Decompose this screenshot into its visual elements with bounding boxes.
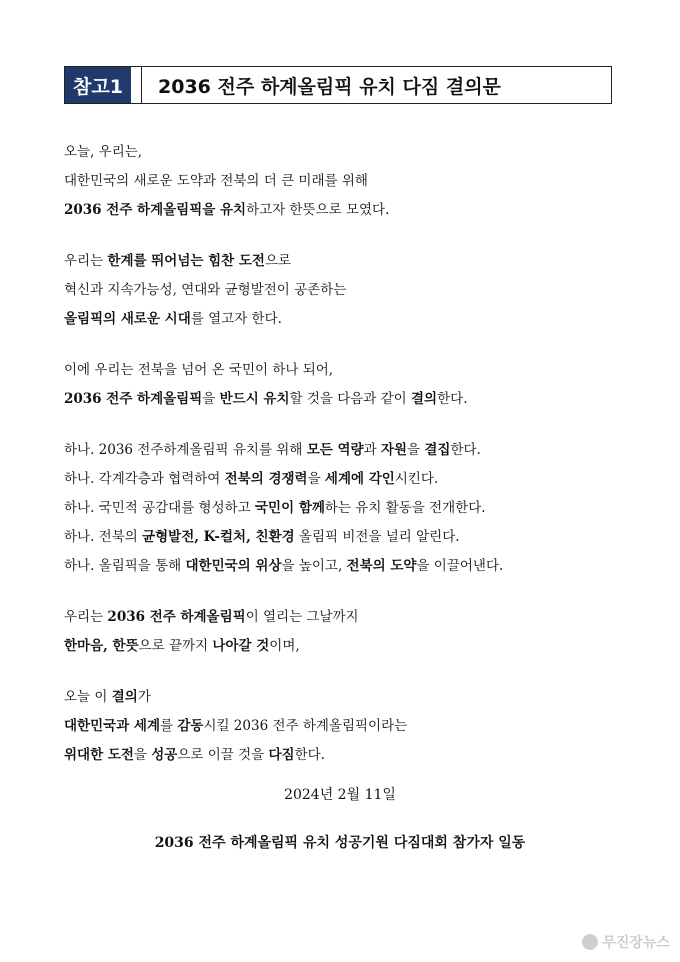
body-text: 이며, [269, 638, 300, 654]
body-text: 한다. [437, 391, 468, 407]
emphasis-text: 성공 [151, 747, 178, 763]
text-line [64, 167, 624, 196]
body-text: 대한민국의 새로운 도약과 전북의 더 큰 미래를 위해 [64, 173, 368, 189]
body-text: 을 [407, 442, 425, 458]
text-line [64, 356, 624, 385]
emphasis-text: 나아갈 것 [212, 638, 270, 654]
emphasis-text: 자원 [380, 442, 407, 458]
paragraph [64, 356, 624, 414]
body-text: 올림픽 비전을 널리 알린다. [294, 529, 460, 545]
emphasis-text: 결의 [411, 391, 438, 407]
text-line [64, 196, 624, 225]
text-line [64, 138, 624, 167]
watermark-logo [582, 932, 670, 952]
emphasis-text: 감동 [177, 718, 204, 734]
body-text: 을 이끌어낸다. [416, 558, 504, 574]
body-text: 할 것을 다음과 같이 [289, 391, 412, 407]
emphasis-text: 국민이 함께 [255, 500, 325, 516]
text-line [64, 436, 624, 465]
body-text: 하나. 2036 전주하계올림픽 유치를 위해 [64, 442, 307, 458]
body-text: 을 높이고, [281, 558, 347, 574]
document-date: 2024년 2월 11일 [284, 787, 396, 803]
text-line [64, 523, 624, 552]
body-text: 우리는 [64, 609, 108, 625]
body-text: 과 [363, 442, 381, 458]
body-text: 으로 이끌 것을 [177, 747, 269, 763]
body-text: 오늘, 우리는, [64, 144, 143, 160]
body-text: 하나. 각계각층과 협력하여 [64, 471, 225, 487]
emphasis-text: 결의 [111, 689, 138, 705]
paragraph [64, 436, 624, 581]
body-text: 이에 우리는 전북을 넘어 온 국민이 하나 되어, [64, 362, 334, 378]
emphasis-text: 한계를 뛰어넘는 힘찬 도전 [107, 253, 265, 269]
body-text: 한다. [294, 747, 325, 763]
text-line [64, 465, 624, 494]
body-text: 하나. 올림픽을 통해 [64, 558, 186, 574]
emphasis-text: 대한민국과 세계 [64, 718, 160, 734]
emphasis-text: 올림픽의 새로운 시대 [64, 311, 191, 327]
body-text: 시킬 2036 전주 하계올림픽이라는 [203, 718, 408, 734]
paragraph [64, 683, 624, 770]
emphasis-text: 위대한 도전 [64, 747, 134, 763]
emphasis-text: 반드시 유치 [219, 391, 290, 407]
body-text: 가 [137, 689, 151, 705]
body-text: 혁신과 지속가능성, 연대와 균형발전이 공존하는 [64, 282, 347, 298]
resolution-body [64, 138, 624, 792]
body-text: 시킨다. [394, 471, 439, 487]
body-text: 을 [133, 747, 152, 763]
body-text: 으로 [264, 253, 292, 269]
emphasis-text: 2036 전주 하계올림픽 [107, 609, 246, 625]
text-line [64, 683, 624, 712]
body-text: 하는 유치 활동을 전개한다. [324, 500, 486, 516]
text-line [64, 494, 624, 523]
emphasis-text: 다짐 [268, 747, 295, 763]
document-title: 2036 전주 하계올림픽 유치 다짐 결의문 [141, 67, 611, 103]
text-line [64, 741, 624, 770]
document-header [64, 66, 612, 104]
paragraph [64, 138, 624, 225]
emphasis-text: 2036 전주 하계올림픽 [64, 391, 203, 407]
paragraph [64, 603, 624, 661]
reference-tag: 참고1 [65, 67, 131, 103]
emphasis-text: 균형발전, K-컬처, 친환경 [142, 529, 295, 545]
body-text: 우리는 [64, 253, 108, 269]
emphasis-text: 전북의 경쟁력 [224, 471, 308, 487]
body-text: 하고자 한뜻으로 모였다. [246, 202, 390, 218]
paragraph [64, 247, 624, 334]
watermark-icon [582, 934, 598, 950]
signature-line: 2036 전주 하계올림픽 유치 성공기원 다짐대회 참가자 일동 [154, 835, 526, 851]
body-text: 하나. 국민적 공감대를 형성하고 [64, 500, 255, 516]
text-line [64, 276, 624, 305]
body-text: 을 [202, 391, 220, 407]
body-text: 오늘 이 [64, 689, 112, 705]
body-text: 를 [160, 718, 178, 734]
emphasis-text: 결집 [424, 442, 451, 458]
text-line [64, 247, 624, 276]
watermark-text: 무진장뉴스 [602, 935, 670, 951]
text-line [64, 632, 624, 661]
text-line [64, 552, 624, 581]
text-line [64, 712, 624, 741]
body-text: 하나. 전북의 [64, 529, 143, 545]
body-text: 를 열고자 한다. [190, 311, 282, 327]
body-text: 으로 끝까지 [138, 638, 213, 654]
emphasis-text: 모든 역량 [306, 442, 364, 458]
body-text: 한다. [450, 442, 481, 458]
emphasis-text: 한마음, 한뜻 [64, 638, 139, 654]
body-text: 이 열리는 그날까지 [245, 609, 359, 625]
text-line [64, 603, 624, 632]
emphasis-text: 대한민국의 위상 [185, 558, 282, 574]
header-gap [131, 67, 141, 103]
emphasis-text: 세계에 각인 [324, 471, 395, 487]
text-line [64, 305, 624, 334]
text-line [64, 385, 624, 414]
body-text: 을 [307, 471, 325, 487]
emphasis-text: 전북의 도약 [346, 558, 417, 574]
emphasis-text: 2036 전주 하계올림픽을 유치 [64, 202, 247, 218]
